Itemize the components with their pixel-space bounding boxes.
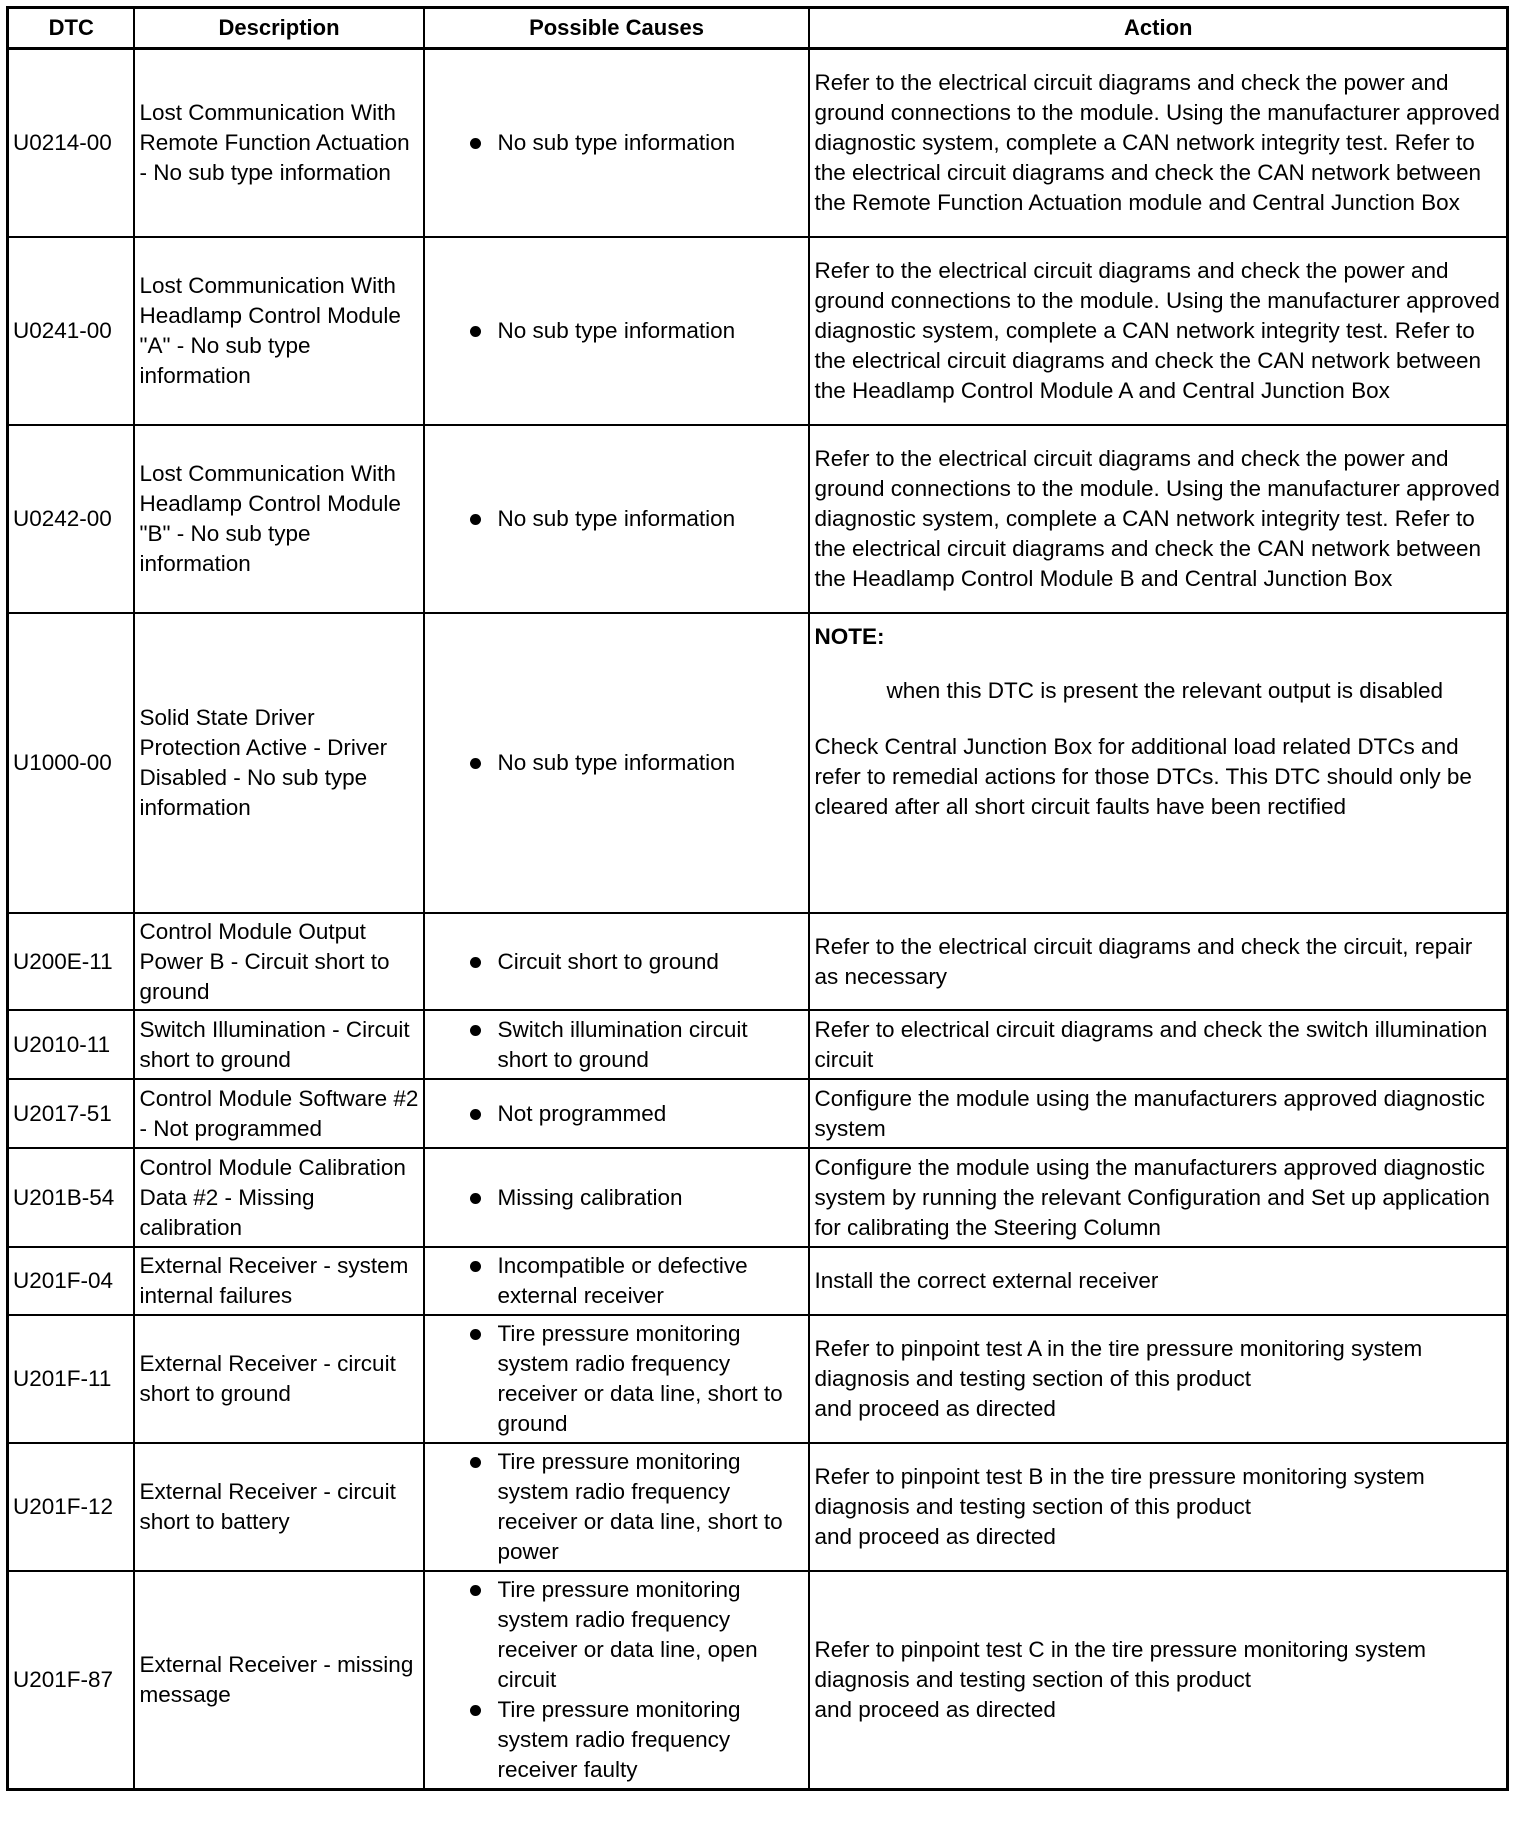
action-line: and proceed as directed <box>814 1697 1056 1722</box>
bullet-icon <box>470 1329 481 1340</box>
cause-item: Incompatible or defective external receiver <box>470 1251 804 1311</box>
causes-list <box>430 1575 804 1785</box>
table-row <box>8 613 1508 913</box>
bullet-icon <box>470 1705 481 1716</box>
action-text: Refer to the electrical circuit diagrams and check the power and ground connections to the module. Using the manufacturer approved diagnostic system, complete a CAN network integrity test. Refer to the electrical circuit diagrams and check the CAN network between the Headlamp Control Module B and Central Junction Box <box>809 425 1508 613</box>
bullet-icon <box>470 1457 481 1468</box>
table-row <box>8 1571 1508 1790</box>
cause-item: Tire pressure monitoring system radio frequency receiver or data line, short to ground <box>470 1319 804 1439</box>
table-row <box>8 237 1508 425</box>
note-body: when this DTC is present the relevant output is disabled <box>886 678 1444 703</box>
possible-causes-cell <box>424 1010 809 1079</box>
dtc-description: Lost Communication With Headlamp Control Module "A" - No sub type information <box>134 237 424 425</box>
bullet-icon <box>470 1193 481 1204</box>
causes-list <box>430 1447 804 1567</box>
action-text: Refer to electrical circuit diagrams and check the switch illumination circuit <box>809 1010 1508 1079</box>
possible-causes-cell <box>424 1247 809 1315</box>
dtc-description: External Receiver - circuit short to ground <box>134 1315 424 1443</box>
cause-item: Not programmed <box>470 1099 804 1129</box>
dtc-description: Lost Communication With Headlamp Control Module "B" - No sub type information <box>134 425 424 613</box>
table-row <box>8 49 1508 238</box>
bullet-icon <box>470 514 481 525</box>
causes-list <box>430 316 804 346</box>
table-row <box>8 425 1508 613</box>
possible-causes-cell <box>424 913 809 1010</box>
possible-causes-cell <box>424 1315 809 1443</box>
column-header-action: Action <box>809 8 1508 49</box>
table-row <box>8 1148 1508 1247</box>
bullet-icon <box>470 326 481 337</box>
possible-causes-cell <box>424 1443 809 1571</box>
causes-list <box>430 128 804 158</box>
dtc-code: U0242-00 <box>8 425 134 613</box>
table-row <box>8 1010 1508 1079</box>
causes-list <box>430 504 804 534</box>
causes-list <box>430 1251 804 1311</box>
cause-item: Switch illumination circuit short to ground <box>470 1015 804 1075</box>
dtc-code: U0214-00 <box>8 49 134 238</box>
bullet-icon <box>470 1025 481 1036</box>
action-cell <box>809 1443 1508 1571</box>
cause-item: No sub type information <box>470 748 804 778</box>
cause-item: No sub type information <box>470 316 804 346</box>
bullet-icon <box>470 138 481 149</box>
dtc-description: Control Module Output Power B - Circuit short to ground <box>134 913 424 1010</box>
note-title: NOTE: <box>814 624 885 649</box>
dtc-description: Control Module Calibration Data #2 - Missing calibration <box>134 1148 424 1247</box>
dtc-code: U201F-87 <box>8 1571 134 1790</box>
cause-item: No sub type information <box>470 504 804 534</box>
causes-list <box>430 748 804 778</box>
dtc-description: Lost Communication With Remote Function Actuation - No sub type information <box>134 49 424 238</box>
action-line: Refer to pinpoint test B in the tire pressure monitoring system diagnosis and testing section of this product <box>814 1464 1425 1519</box>
dtc-description: Switch Illumination - Circuit short to ground <box>134 1010 424 1079</box>
action-cell <box>809 1571 1508 1790</box>
possible-causes-cell <box>424 613 809 913</box>
action-text: Refer to the electrical circuit diagrams and check the power and ground connections to the module. Using the manufacturer approved diagnostic system, complete a CAN network integrity test. Refer to the electrical circuit diagrams and check the CAN network between the Remote Function Actuation module and Central Junction Box <box>809 49 1508 238</box>
action-cell <box>809 613 1508 913</box>
action-cell <box>809 1315 1508 1443</box>
table-row <box>8 1315 1508 1443</box>
dtc-code: U200E-11 <box>8 913 134 1010</box>
possible-causes-cell <box>424 425 809 613</box>
possible-causes-cell <box>424 1079 809 1148</box>
cause-item: Missing calibration <box>470 1183 804 1213</box>
dtc-code: U2017-51 <box>8 1079 134 1148</box>
possible-causes-cell <box>424 237 809 425</box>
dtc-table <box>6 6 1509 1791</box>
action-text: Configure the module using the manufacturers approved diagnostic system by running the relevant Configuration and Set up application for calibrating the Steering Column <box>809 1148 1508 1247</box>
dtc-description: External Receiver - missing message <box>134 1571 424 1790</box>
action-line: and proceed as directed <box>814 1524 1056 1549</box>
column-header-possible-causes: Possible Causes <box>424 8 809 49</box>
causes-list <box>430 1099 804 1129</box>
action-line: Refer to pinpoint test A in the tire pressure monitoring system diagnosis and testing section of this product <box>814 1336 1423 1391</box>
action-text: Configure the module using the manufacturers approved diagnostic system <box>809 1079 1508 1148</box>
table-row <box>8 913 1508 1010</box>
table-row <box>8 1079 1508 1148</box>
cause-item: No sub type information <box>470 128 804 158</box>
dtc-description: External Receiver - system internal failures <box>134 1247 424 1315</box>
causes-list <box>430 1015 804 1075</box>
action-text: Check Central Junction Box for additional load related DTCs and refer to remedial actions for those DTCs. This DTC should only be cleared after all short circuit faults have been rectified <box>814 734 1472 819</box>
bullet-icon <box>470 758 481 769</box>
causes-list <box>430 947 804 977</box>
dtc-description: External Receiver - circuit short to battery <box>134 1443 424 1571</box>
dtc-description: Solid State Driver Protection Active - Driver Disabled - No sub type information <box>134 613 424 913</box>
dtc-code: U2010-11 <box>8 1010 134 1079</box>
bullet-icon <box>470 1261 481 1272</box>
possible-causes-cell <box>424 1571 809 1790</box>
table-header-row <box>8 8 1508 49</box>
bullet-icon <box>470 1585 481 1596</box>
dtc-description: Control Module Software #2 - Not programmed <box>134 1079 424 1148</box>
cause-item: Tire pressure monitoring system radio frequency receiver or data line, open circuit <box>470 1575 804 1695</box>
causes-list <box>430 1183 804 1213</box>
action-line: and proceed as directed <box>814 1396 1056 1421</box>
column-header-dtc: DTC <box>8 8 134 49</box>
dtc-code: U201B-54 <box>8 1148 134 1247</box>
dtc-code: U1000-00 <box>8 613 134 913</box>
possible-causes-cell <box>424 49 809 238</box>
dtc-code: U201F-11 <box>8 1315 134 1443</box>
dtc-code: U201F-12 <box>8 1443 134 1571</box>
bullet-icon <box>470 1109 481 1120</box>
cause-item: Circuit short to ground <box>470 947 804 977</box>
action-line: Refer to pinpoint test C in the tire pressure monitoring system diagnosis and testing section of this product <box>814 1637 1427 1692</box>
action-text: Refer to the electrical circuit diagrams and check the circuit, repair as necessary <box>809 913 1508 1010</box>
action-text: Refer to the electrical circuit diagrams and check the power and ground connections to the module. Using the manufacturer approved diagnostic system, complete a CAN network integrity test. Refer to the electrical circuit diagrams and check the CAN network between the Headlamp Control Module A and Central Junction Box <box>809 237 1508 425</box>
column-header-description: Description <box>134 8 424 49</box>
cause-item: Tire pressure monitoring system radio frequency receiver or data line, short to power <box>470 1447 804 1567</box>
bullet-icon <box>470 957 481 968</box>
possible-causes-cell <box>424 1148 809 1247</box>
causes-list <box>430 1319 804 1439</box>
dtc-code: U0241-00 <box>8 237 134 425</box>
table-row <box>8 1443 1508 1571</box>
cause-item: Tire pressure monitoring system radio frequency receiver faulty <box>470 1695 804 1785</box>
table-row <box>8 1247 1508 1315</box>
dtc-code: U201F-04 <box>8 1247 134 1315</box>
action-text: Install the correct external receiver <box>809 1247 1508 1315</box>
